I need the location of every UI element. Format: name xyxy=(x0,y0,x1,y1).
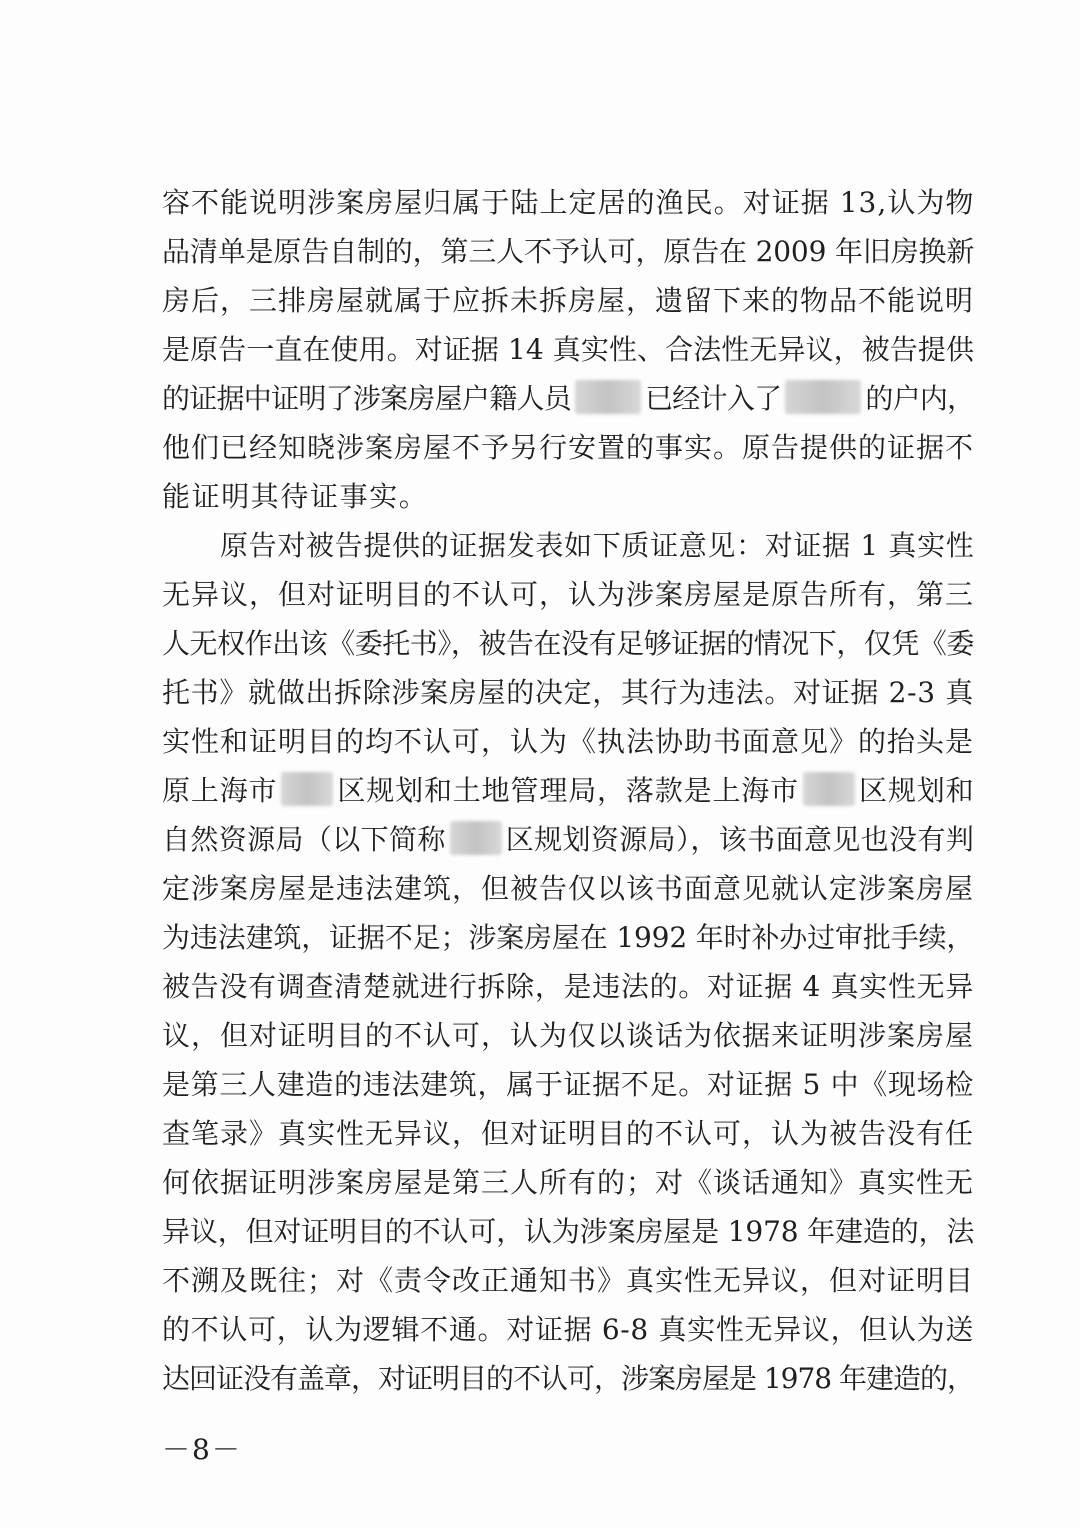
text-line: 房后，三排房屋就属于应拆未拆房屋，遗留下来的物品不能说明 xyxy=(162,284,974,317)
text-line: 容不能说明涉案房屋归属于陆上定居的渔民。对证据 13,认为物 xyxy=(162,186,975,219)
text-line xyxy=(162,766,974,815)
text-segment: 的户内， xyxy=(865,382,975,415)
text-line: 定涉案房屋是违法建筑，但被告仅以该书面意见就认定涉案房屋 xyxy=(162,872,974,905)
text-segment: 区规划资源局），该书面意见也没有判 xyxy=(505,823,975,856)
paragraph-third-party-opinion xyxy=(162,178,974,521)
text-line: 能证明其待证事实。 xyxy=(162,480,429,513)
text-segment: 区规划和 xyxy=(859,774,975,807)
text-line: 他们已经知晓涉案房屋不予另行安置的事实。原告提供的证据不 xyxy=(162,431,974,464)
text-segment: 原上海市 xyxy=(162,774,278,807)
text-line: 实性和证明目的均不认可，认为《执法协助书面意见》的抬头是 xyxy=(162,725,974,758)
redacted-district xyxy=(281,772,333,806)
text-line: 议，但对证明目的不认可，认为仅以谈话为依据来证明涉案房屋 xyxy=(162,1019,974,1052)
redacted-name xyxy=(785,380,861,414)
text-line xyxy=(162,374,974,423)
text-line xyxy=(162,815,974,864)
text-segment: 区规划和土地管理局，落款是上海市 xyxy=(337,774,800,807)
redacted-district xyxy=(803,772,855,806)
text-segment: 已经计入了 xyxy=(645,382,782,415)
text-line: 何依据证明涉案房屋是第三人所有的；对《谈话通知》真实性无 xyxy=(162,1166,974,1199)
paragraph-plaintiff-opinion xyxy=(162,521,974,1403)
redacted-name xyxy=(575,380,641,414)
text-segment: 的证据中证明了涉案房屋户籍人员 xyxy=(162,382,572,415)
text-line: 的不认可，认为逻辑不通。对证据 6-8 真实性无异议，但认为送 xyxy=(162,1313,974,1346)
text-line: 托书》就做出拆除涉案房屋的决定，其行为违法。对证据 2-3 真 xyxy=(162,676,974,709)
page-number: －8－ xyxy=(162,1433,242,1466)
text-line: 是原告一直在使用。对证据 14 真实性、合法性无异议，被告提供 xyxy=(162,333,975,366)
text-line: 达回证没有盖章，对证明目的不认可，涉案房屋是 1978 年建造的， xyxy=(162,1362,974,1395)
text-segment: 自然资源局（以下简称 xyxy=(162,823,446,856)
text-line: 被告没有调查清楚就进行拆除，是违法的。对证据 4 真实性无异 xyxy=(162,970,974,1003)
text-line: 不溯及既往；对《责令改正通知书》真实性无异议，但对证明目 xyxy=(162,1264,974,1297)
text-line: 查笔录》真实性无异议，但对证明目的不认可，认为被告没有任 xyxy=(162,1117,974,1150)
text-line: 人无权作出该《委托书》，被告在没有足够证据的情况下，仅凭《委 xyxy=(162,627,975,660)
text-line: 品清单是原告自制的，第三人不予认可，原告在 2009 年旧房换新 xyxy=(162,235,975,268)
text-line: 异议，但对证明目的不认可，认为涉案房屋是 1978 年建造的，法 xyxy=(162,1215,975,1248)
redacted-district xyxy=(450,821,502,855)
text-line: 无异议，但对证明目的不认可，认为涉案房屋是原告所有，第三 xyxy=(162,578,974,611)
text-line: 为违法建筑，证据不足；涉案房屋在 1992 年时补办过审批手续， xyxy=(162,921,975,954)
text-line: 原告对被告提供的证据发表如下质证意见：对证据 1 真实性 xyxy=(220,529,975,562)
text-line: 是第三人建造的违法建筑，属于证据不足。对证据 5 中《现场检 xyxy=(162,1068,974,1101)
